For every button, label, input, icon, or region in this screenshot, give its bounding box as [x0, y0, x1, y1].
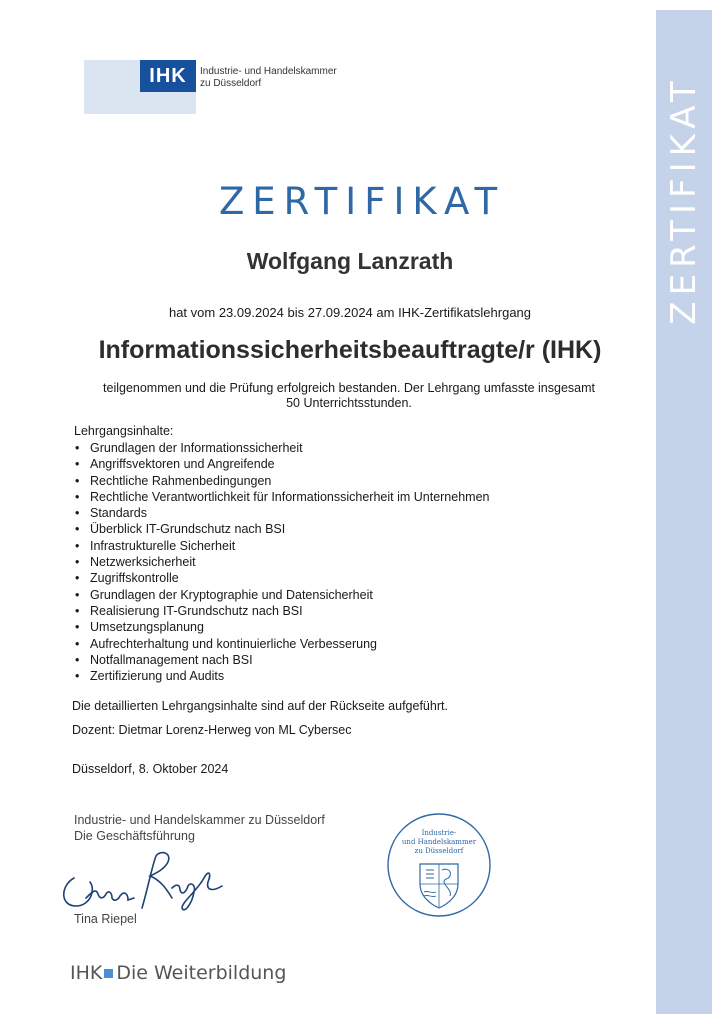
details-note: Die detaillierten Lehrgangsinhalte sind auf der Rückseite aufgeführt.	[72, 699, 448, 713]
certificate-title: ZERTIFIKAT	[218, 180, 506, 223]
list-item: • Grundlagen der Kryptographie und Datensicherheit	[74, 587, 489, 603]
list-item: • Rechtliche Rahmenbedingungen	[74, 473, 489, 489]
footer-brand-ihk: IHK	[70, 962, 103, 984]
list-item: • Rechtliche Verantwortlichkeit für Informationssicherheit im Unternehmen	[74, 489, 489, 505]
official-seal	[384, 810, 494, 920]
list-item: • Überblick IT-Grundschutz nach BSI	[74, 521, 489, 537]
completion-line-1: teilgenommen und die Prüfung erfolgreich bestanden. Der Lehrgang umfasste insgesamt	[103, 381, 595, 395]
logo-org-line-2: zu Düsseldorf	[200, 78, 262, 89]
seal-line-2: und Handelskammer	[401, 838, 477, 846]
course-title: Informationssicherheitsbeauftragte/r (IHK)	[98, 336, 602, 364]
issuer-block	[74, 812, 325, 844]
footer-brand	[70, 962, 286, 984]
side-stripe-label: ZERTIFIKAT	[664, 75, 704, 325]
list-item: • Grundlagen der Informationssicherheit	[74, 440, 489, 456]
list-item: • Angriffsvektoren und Angreifende	[74, 456, 489, 472]
logo-org-line-1: Industrie- und Handelskammer	[200, 66, 337, 77]
ihk-logo: IHK	[140, 60, 196, 92]
list-item: • Infrastrukturelle Sicherheit	[74, 538, 489, 554]
completion-line-2: 50 Unterrichtsstunden.	[286, 396, 412, 410]
seal-line-3: zu Düsseldorf	[414, 847, 464, 855]
list-item: • Standards	[74, 505, 489, 521]
contents-list	[74, 440, 489, 684]
list-item: • Zertifizierung und Audits	[74, 668, 489, 684]
contents-heading: Lehrgangsinhalte:	[74, 424, 174, 438]
signature	[56, 848, 226, 918]
list-item: • Umsetzungsplanung	[74, 619, 489, 635]
recipient-name: Wolfgang Lanzrath	[246, 248, 454, 274]
logo-organization-name	[200, 66, 337, 90]
issuer-name: Industrie- und Handelskammer zu Düsseldorf	[74, 813, 325, 827]
issuer-department: Die Geschäftsführung	[74, 829, 195, 843]
list-item: • Aufrechterhaltung und kontinuierliche Verbesserung	[74, 636, 489, 652]
completion-statement	[64, 381, 634, 411]
list-item: • Notfallmanagement nach BSI	[74, 652, 489, 668]
list-item: • Zugriffskontrolle	[74, 570, 489, 586]
list-item: • Netzwerksicherheit	[74, 554, 489, 570]
list-item: • Realisierung IT-Grundschutz nach BSI	[74, 603, 489, 619]
brand-square-icon	[104, 969, 113, 978]
seal-text	[389, 829, 489, 856]
signer-name: Tina Riepel	[74, 912, 137, 926]
place-date: Düsseldorf, 8. Oktober 2024	[72, 762, 229, 776]
seal-line-1: Industrie-	[421, 829, 457, 837]
participation-line: hat vom 23.09.2024 bis 27.09.2024 am IHK-Zertifikatslehrgang	[168, 305, 532, 320]
footer-brand-weiterbildung: Die Weiterbildung	[116, 962, 287, 984]
lecturer-line: Dozent: Dietmar Lorenz-Herweg von ML Cybersec	[72, 723, 352, 737]
